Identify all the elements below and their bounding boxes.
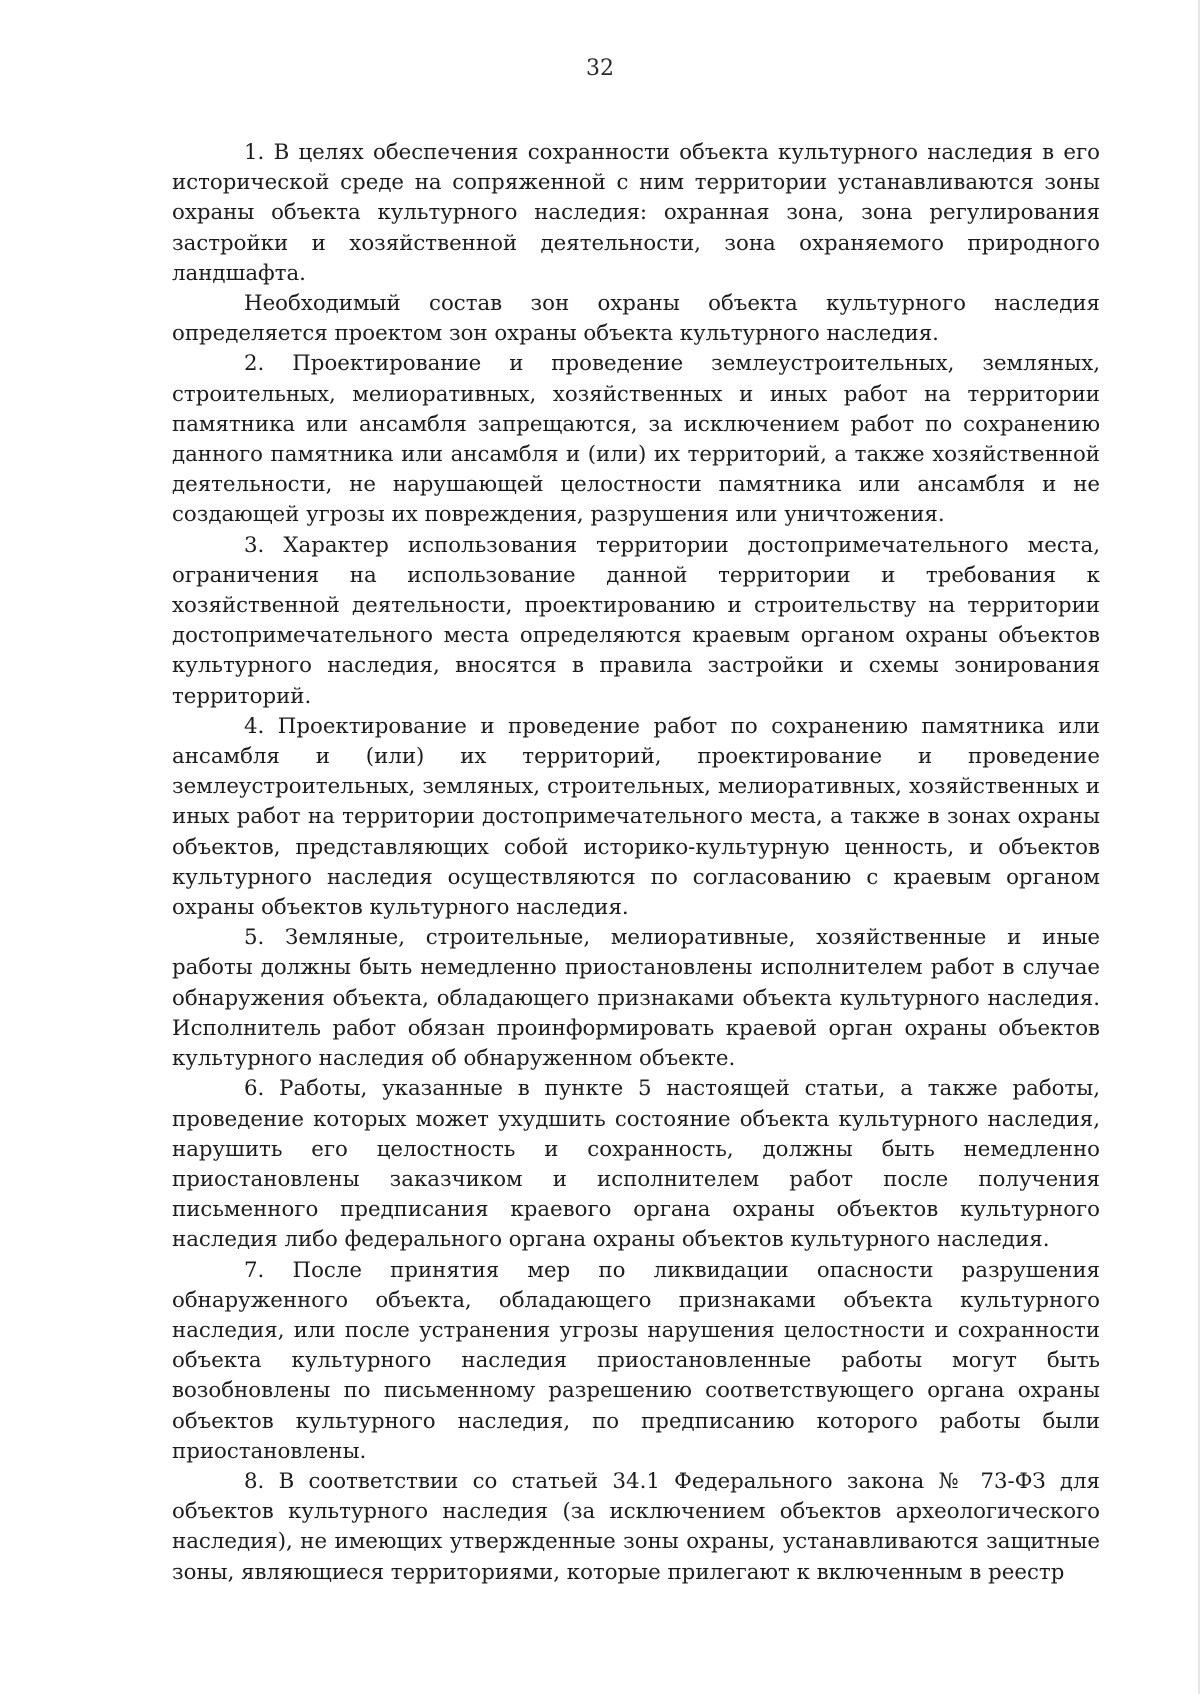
paragraph-4: 4. Проектирование и проведение работ по сохранению памятника или ансамбля и (или) их территорий, проектирование и проведение землеустроительных, земляных, строительных, мелиоративных, хозяйственных и иных работ на территории достопримечательного места, а также в зонах охраны объектов, представляющих собой историко-культурную ценность, и объектов культурного наследия осуществляются по согласованию с краевым органом охраны объектов культурного наследия. — [172, 713, 1100, 921]
paragraph-6: 6. Работы, указанные в пункте 5 настоящей статьи, а также работы, проведение которых может ухудшить состояние объекта культурного наследия, нарушить его целостность и сохранность, должны быть немедленно приостановлены заказчиком и исполнителем работ после получения письменного предписания краевого органа охраны объектов культурного наследия либо федерального органа охраны объектов культурного наследия. — [172, 1076, 1100, 1253]
paragraph-2: 2. Проектирование и проведение землеустроительных, земляных, строительных, мелиоративных, хозяйственных и иных работ на территории памятника или ансамбля запрещаются, за исключением работ по сохранению данного памятника или ансамбля и (или) их территорий, а также хозяйственной деятельности, не нарушающей целостности памятника или ансамбля и не создающей угрозы их повреждения, разрушения или уничтожения. — [172, 351, 1100, 528]
paragraph-5: 5. Земляные, строительные, мелиоративные, хозяйственные и иные работы должны быть немедленно приостановлены исполнителем работ в случае обнаружения объекта, обладающего признаками объекта культурного наследия. Исполнитель работ обязан проинформировать краевой орган охраны объектов культурного наследия об обнаруженном объекте. — [172, 925, 1100, 1072]
page-number: 32 — [586, 56, 614, 81]
paragraph-1: 1. В целях обеспечения сохранности объекта культурного наследия в его исторической среде на сопряженной с ним территории устанавливаются зоны охраны объекта культурного наследия: охранная зона, зона регулирования застройки и хозяйственной деятельности, зона охраняемого природного ландшафта. — [172, 140, 1100, 286]
paragraph-7: 7. После принятия мер по ликвидации опасности разрушения обнаруженного объекта, обладающего признаками объекта культурного наследия, или после устранения угрозы нарушения целостности и сохранности объекта культурного наследия приостановленные работы могут быть возобновлены по письменному разрешению соответствующего органа охраны объектов культурного наследия, по предписанию которого работы были приостановлены. — [172, 1257, 1100, 1464]
document-body — [172, 138, 1100, 1588]
paragraph-3: 3. Характер использования территории достопримечательного места, ограничения на использование данной территории и требования к хозяйственной деятельности, проектированию и строительству на территории достопримечательного места определяются краевым органом охраны объектов культурного наследия, вносятся в правила застройки и схемы зонирования территорий. — [172, 532, 1100, 709]
paragraph-1-continuation: Необходимый состав зон охраны объекта культурного наследия определяется проектом зон охраны объекта культурного наследия. — [172, 291, 1100, 347]
paragraph-8: 8. В соответствии со статьей 34.1 Федерального закона № 73-ФЗ для объектов культурного наследия (за исключением объектов археологического наследия), не имеющих утвержденные зоны охраны, устанавливаются защитные зоны, являющиеся территориями, которые прилегают к включенным в реестр — [172, 1468, 1100, 1585]
